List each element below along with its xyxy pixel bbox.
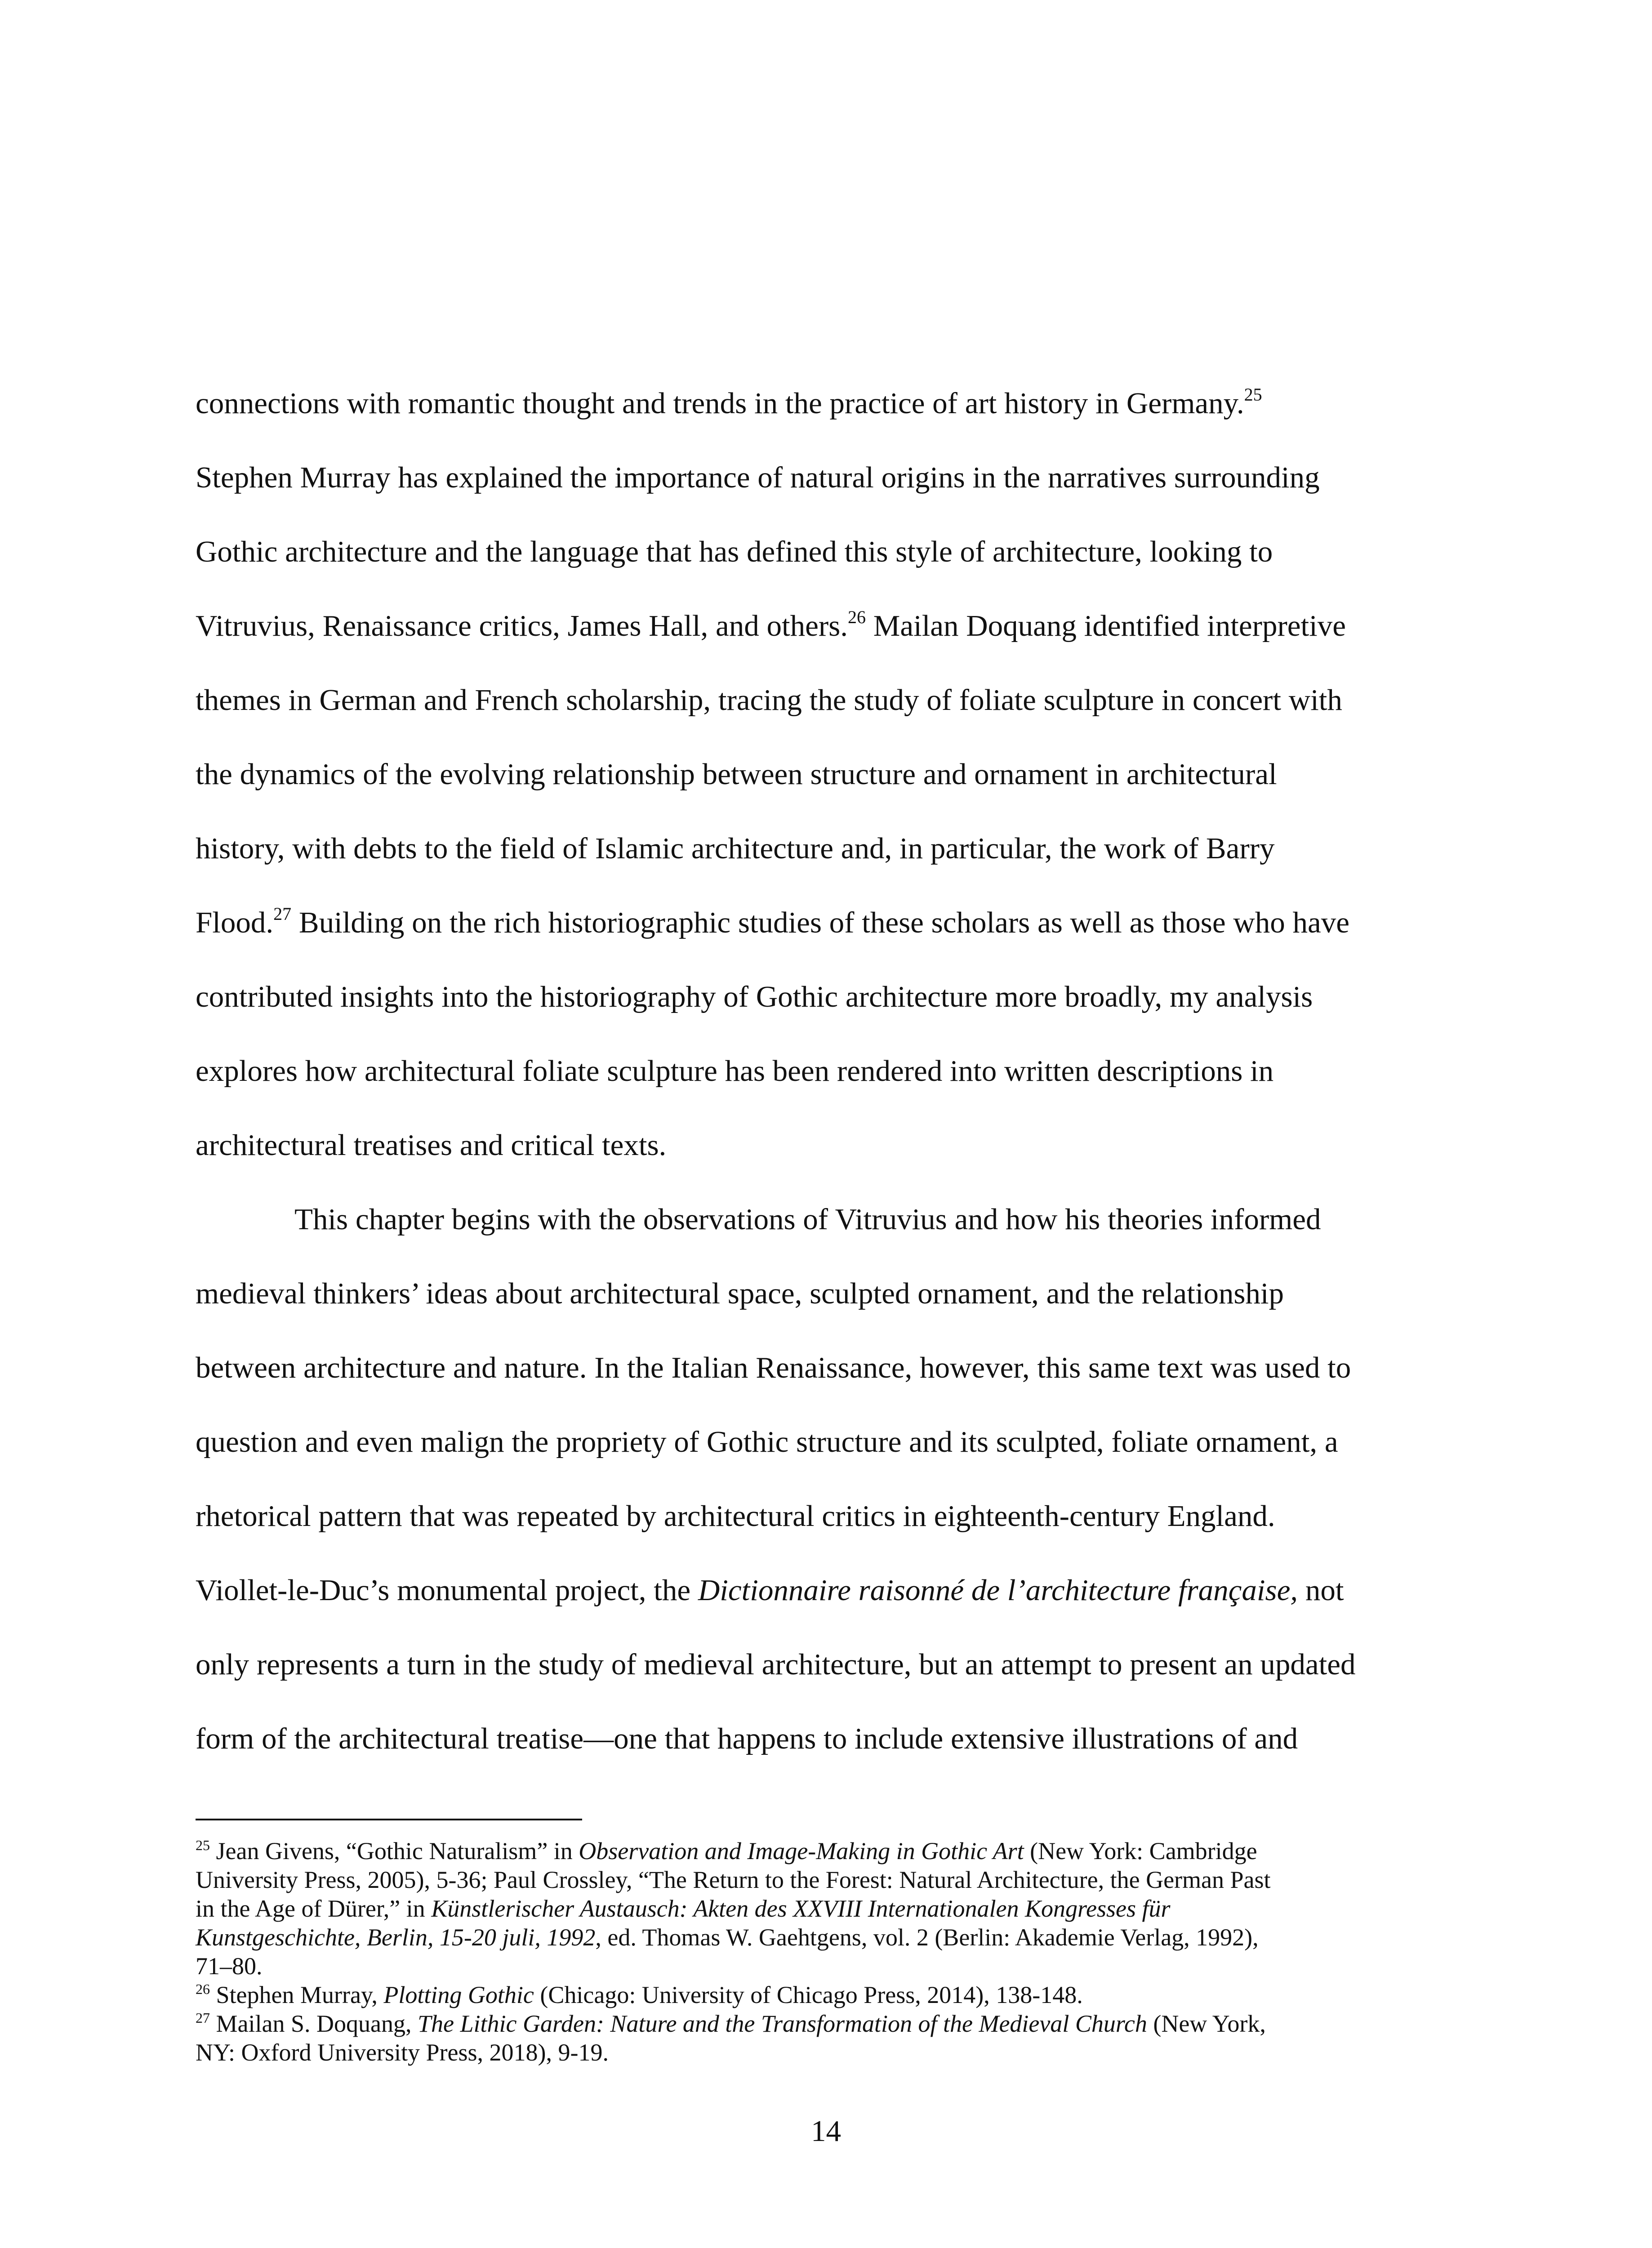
paragraph-line: themes in German and French scholarship, tracing the study of foliate sculpture in concert with (196, 683, 1342, 717)
text-span: , ed. Thomas W. Gaehtgens, vol. 2 (Berlin: Akademie Verlag, 1992), (595, 1924, 1259, 1951)
text-span: connections with romantic thought and trends in the practice of art history in Germany. (196, 387, 1244, 420)
text-span: (Chicago: University of Chicago Press, 2014), 138-148. (534, 1981, 1083, 2008)
paragraph-line (196, 366, 1454, 441)
italic-title: Plotting Gothic (383, 1981, 534, 2008)
footnote-line (196, 1980, 1459, 2009)
footnote-number: 25 (196, 1837, 210, 1853)
paragraph-line (196, 589, 1454, 663)
italic-title: Kunstgeschichte, Berlin, 15-20 juli, 1992 (196, 1924, 596, 1951)
text-span: Vitruvius, Renaissance critics, James Hall, and others. (196, 609, 848, 642)
text-span: Mailan S. Doquang, (210, 2010, 418, 2037)
footnote-reference: 26 (848, 607, 866, 627)
text-span: Flood. (196, 906, 274, 939)
paragraph-line: the dynamics of the evolving relationship between structure and ornament in architectural (196, 758, 1277, 791)
body-text (196, 366, 1454, 1776)
footnote-separator (196, 1819, 582, 1820)
paragraph-line: question and even malign the propriety of Gothic structure and its sculpted, foliate ornament, a (196, 1425, 1338, 1459)
text-span: Stephen Murray, (210, 1981, 384, 2008)
text-span: (New York, (1147, 2010, 1266, 2037)
italic-title: Dictionnaire raisonné de l’architecture française, (698, 1574, 1298, 1607)
text-span: in the Age of Dürer,” in (196, 1895, 432, 1922)
paragraph-line: architectural treatises and critical texts. (196, 1128, 667, 1162)
text-span: (New York: Cambridge (1024, 1838, 1257, 1864)
footnote-reference: 27 (273, 904, 292, 924)
text-span: Viollet-le-Duc’s monumental project, the (196, 1574, 698, 1607)
paragraph-line: medieval thinkers’ ideas about architectural space, sculpted ornament, and the relationship (196, 1277, 1284, 1310)
footnote-number: 27 (196, 2010, 210, 2026)
paragraph-line (196, 886, 1454, 960)
paragraph-line: form of the architectural treatise—one that happens to include extensive illustrations of and (196, 1722, 1298, 1755)
paragraph-line: between architecture and nature. In the Italian Renaissance, however, this same text was used to (196, 1351, 1351, 1384)
paragraph-line: Gothic architecture and the language that has defined this style of architecture, looking to (196, 535, 1273, 568)
italic-title: Observation and Image-Making in Gothic Art (579, 1838, 1024, 1864)
footnote-line (196, 1923, 1459, 1952)
footnote-line: NY: Oxford University Press, 2018), 9-19. (196, 2039, 609, 2066)
paragraph-line: This chapter begins with the observations of Vitruvius and how his theories informed (294, 1203, 1321, 1236)
paragraph-line: only represents a turn in the study of medieval architecture, but an attempt to present an updated (196, 1648, 1356, 1681)
paragraph-line: explores how architectural foliate sculpture has been rendered into written descriptions in (196, 1054, 1274, 1088)
paragraph-line: history, with debts to the field of Islamic architecture and, in particular, the work of Barry (196, 832, 1275, 865)
paragraph-line: contributed insights into the historiography of Gothic architecture more broadly, my analysis (196, 980, 1313, 1013)
italic-title: The Lithic Garden: Nature and the Transformation of the Medieval Church (417, 2010, 1147, 2037)
text-span: not (1298, 1574, 1344, 1607)
footnote-line: University Press, 2005), 5-36; Paul Crossley, “The Return to the Forest: Natural Architecture, the German Past (196, 1866, 1271, 1893)
footnote-reference: 25 (1244, 384, 1262, 405)
footnote-line (196, 2009, 1459, 2038)
footnotes (196, 1837, 1459, 2067)
italic-title: Künstlerischer Austausch: Akten des XXVIII Internationalen Kongresses für (431, 1895, 1171, 1922)
footnote-line (196, 1837, 1459, 1865)
text-span: Mailan Doquang identified interpretive (866, 609, 1346, 642)
footnote-line (196, 1894, 1459, 1923)
text-span: Building on the rich historiographic studies of these scholars as well as those who have (291, 906, 1349, 939)
page-number: 14 (811, 2114, 841, 2148)
footnote-line: 71–80. (196, 1953, 263, 1980)
paragraph-line (196, 1553, 1454, 1628)
footnote-number: 26 (196, 1981, 210, 1997)
text-span: Jean Givens, “Gothic Naturalism” in (210, 1838, 579, 1864)
paragraph-line: Stephen Murray has explained the importance of natural origins in the narratives surrounding (196, 461, 1320, 494)
paragraph-line: rhetorical pattern that was repeated by architectural critics in eighteenth-century England. (196, 1499, 1275, 1533)
